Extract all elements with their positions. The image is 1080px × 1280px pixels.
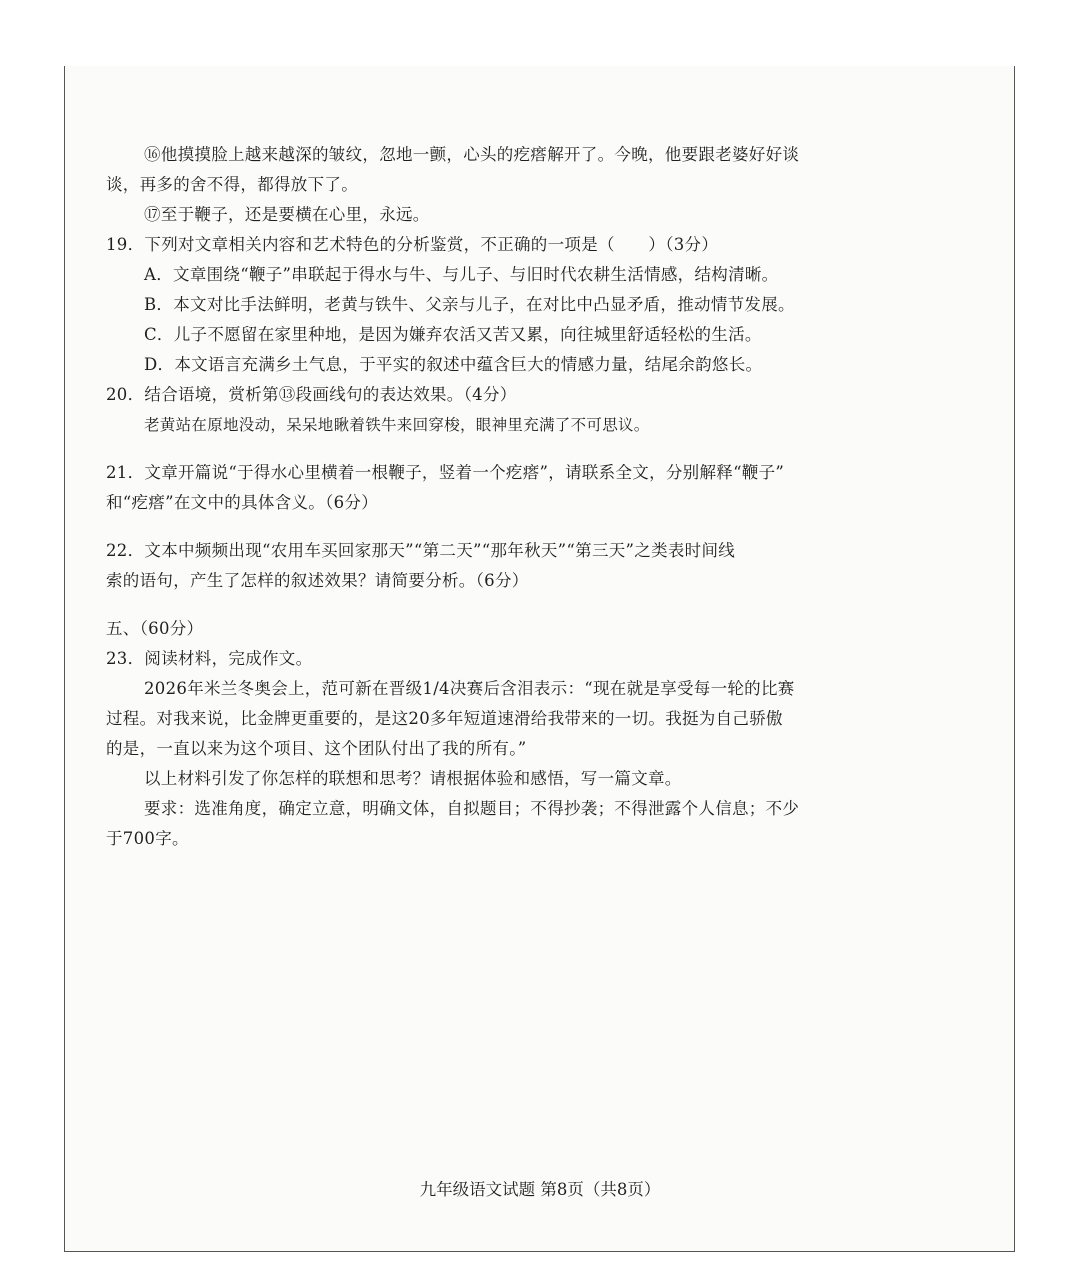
page-content — [106, 140, 846, 854]
question-19-option-a: A．文章围绕“鞭子”串联起于得水与牛、与儿子、与旧时代农耕生活情感，结构清晰。 — [144, 265, 779, 284]
material-line-1: 2026年米兰冬奥会上，范可新在晋级1/4决赛后含泪表示：“现在就是享受每一轮的比赛 — [144, 679, 795, 698]
question-19-option-d: D．本文语言充满乡土气息，于平实的叙述中蕴含巨大的情感力量，结尾余韵悠长。 — [144, 355, 763, 374]
question-21-line-1: 21．文章开篇说“于得水心里横着一根鞭子，竖着一个疙瘩”，请联系全文，分别解释“鞭子” — [106, 463, 785, 482]
material-line-3: 的是，一直以来为这个项目、这个团队付出了我的所有。” — [106, 739, 527, 758]
question-21-line-2: 和“疙瘩”在文中的具体含义。（6分） — [106, 493, 379, 512]
paragraph-16-line-2: 谈，再多的舍不得，都得放下了。 — [106, 175, 358, 194]
question-19: 19．下列对文章相关内容和艺术特色的分析鉴赏，不正确的一项是（ ）（3分） — [106, 235, 719, 254]
requirements-line-1: 要求：选准角度，确定立意，明确文体，自拟题目；不得抄袭；不得泄露个人信息；不少 — [144, 799, 800, 818]
requirements-line-2: 于700字。 — [106, 829, 189, 848]
paragraph-16-line-1: ⑯他摸摸脸上越来越深的皱纹，忽地一颤，心头的疙瘩解开了。今晚，他要跟老婆好好谈 — [144, 145, 800, 164]
prompt-line: 以上材料引发了你怎样的联想和思考？请根据体验和感悟，写一篇文章。 — [144, 769, 682, 788]
question-20: 20．结合语境，赏析第⑬段画线句的表达效果。（4分） — [106, 385, 517, 404]
question-19-option-b: B．本文对比手法鲜明，老黄与铁牛、父亲与儿子，在对比中凸显矛盾，推动情节发展。 — [144, 295, 795, 314]
question-20-quote: 老黄站在原地没动，呆呆地瞅着铁牛来回穿梭，眼神里充满了不可思议。 — [144, 416, 650, 434]
page-footer: 九年级语文试题 第8页（共8页） — [419, 1180, 661, 1199]
section-5-heading: 五、（60分） — [106, 619, 204, 638]
question-22-line-2: 索的语句，产生了怎样的叙述效果？请简要分析。（6分） — [106, 571, 529, 590]
question-23: 23．阅读材料，完成作文。 — [106, 649, 313, 668]
paragraph-17: ⑰至于鞭子，还是要横在心里，永远。 — [144, 205, 430, 224]
question-22-line-1: 22．文本中频频出现“农用车买回家那天”“第二天”“那年秋天”“第三天”之类表时间线 — [106, 541, 736, 560]
material-line-2: 过程。对我来说，比金牌更重要的，是这20多年短道速滑给我带来的一切。我挺为自己骄傲 — [106, 709, 783, 728]
question-19-option-c: C．儿子不愿留在家里种地，是因为嫌弃农活又苦又累，向往城里舒适轻松的生活。 — [144, 325, 762, 344]
